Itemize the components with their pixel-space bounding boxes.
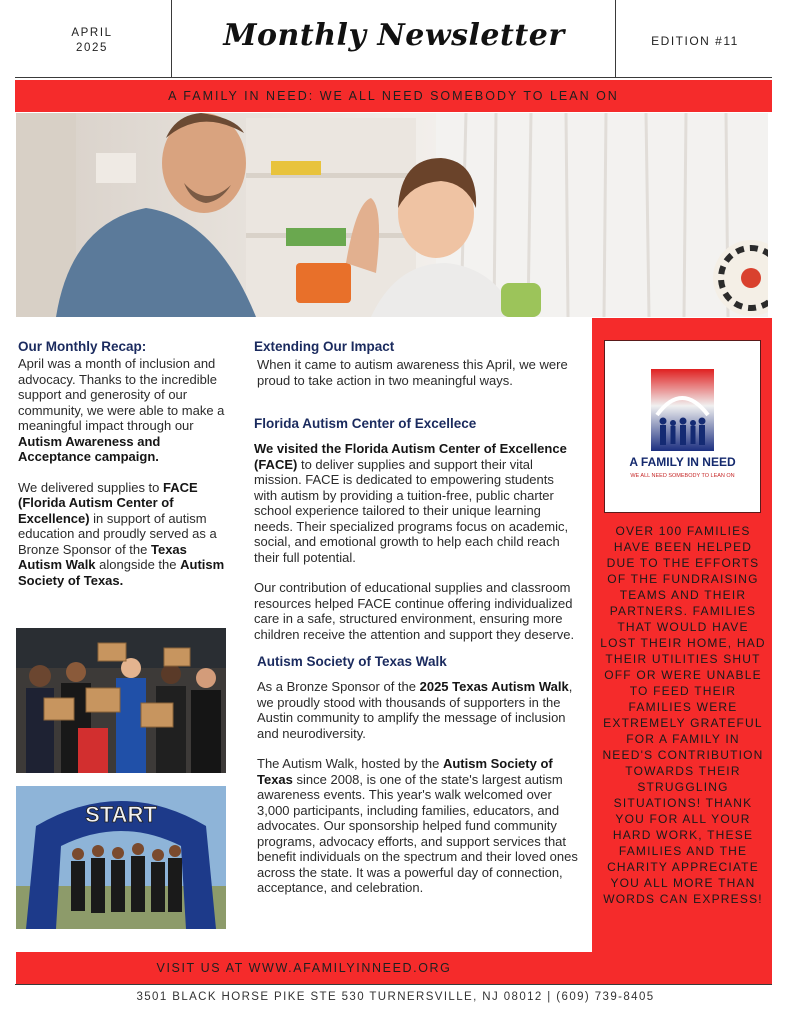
texas-paragraph-1 [254,679,579,741]
texas-heading: Autism Society of Texas Walk [257,654,447,669]
recap-section [18,339,233,588]
florida-p1-bold: We visited the Florida Autism Center of Excellence (FACE) [254,441,567,472]
recap-p2-text-c: in support of autism education and proudly served as a Bronze Sponsor of the [18,510,217,557]
recap-p2-text-a: We delivered supplies to [18,479,164,495]
recap-paragraph-2 [18,480,233,589]
recap-p2-face: FACE (Florida Autism Center of Excellence) [18,479,198,526]
main-column [254,339,579,896]
edition-number: EDITION #11 [651,34,739,48]
recap-p2-text-e: alongside the [95,557,181,572]
florida-paragraph-2: Our contribution of educational supplies and classroom resources helped FACE continue offering individualized care in a safe, structured environment, ensuring more children receive the attention and support they deserve. [254,580,575,642]
start-sign: START [85,802,157,827]
website-banner[interactable]: VISIT US AT WWW.AFAMILYINNEED.ORG [16,952,592,984]
footer-rule [15,984,772,985]
texas-paragraph-2 [254,756,579,896]
sidebar-message: OVER 100 FAMILIES HAVE BEEN HELPED DUE TO THE EFFORTS OF THE FUNDRAISING TEAMS AND THEIR PARTNERS. FAMILIES THAT WOULD HAVE LOST THEIR HOME, HAD THEIR UTILITIES SHUT OFF OR WERE UNABLE TO FEED THEIR FAMILIES WERE EXTREMELY GRATEFUL FOR A FAMILY IN NEED'S CONTRIBUTION TOWARDS THEIR STRUGGLING SITUATIONS! THANK YOU FOR ALL YOUR HARD WORK, THESE FAMILIES AND THE CHARITY APPRECIATE YOU ALL MORE THAN WORDS CAN EXPRESS! [600,524,766,906]
texas-p2-text-a: The Autism Walk, hosted by the [257,756,443,771]
walk-start-photo-illustration [16,786,226,929]
recap-paragraph-1 [18,356,233,465]
texas-p1-text-c: , we proudly stood with thousands of supporters in the Austin community to amplify the message of inclusion and neurodiversity. [257,679,573,741]
issue-year: 2025 [76,42,108,54]
florida-heading: Florida Autism Center of Excellece [254,416,477,431]
newsletter-title: Monthly Newsletter [223,18,565,53]
texas-p1-bold: 2025 Texas Autism Walk [419,679,569,694]
recap-p2-walk: Texas Autism Walk [18,541,187,572]
texas-p1-text-a: As a Bronze Sponsor of the [257,679,420,694]
header-bottom-rule [15,77,772,78]
walk-start-photo [16,786,226,929]
impact-heading: Extending Our Impact [254,339,395,354]
recap-p1-bold: Autism Awareness and Acceptance campaign. [18,433,161,464]
recap-heading: Our Monthly Recap: [18,339,147,354]
florida-p1-text: to deliver supplies and support their vital mission. FACE is dedicated to empowering students with autism by providing a tuition-free, public charter school experience tailored to their unique learning needs. Their specialized programs focus on academic, social, and emotional growth to help each child reach their full potential. [254,456,569,565]
hero-photo-illustration [16,113,768,317]
hero-photo [16,113,768,317]
volunteers-photo [16,628,226,773]
recap-p2-society: Autism Society of Texas. [18,557,225,588]
issue-month: APRIL [71,27,113,39]
texas-p2-bold: Autism Society of Texas [257,756,553,787]
volunteers-photo-illustration [16,628,226,773]
contact-address: 3501 BLACK HORSE PIKE STE 530 TURNERSVILLE, NJ 08012 | (609) 739-8405 [136,991,655,1003]
recap-p1-text: April was a month of inclusion and advocacy. Thanks to the incredible support and generosity of our community, we were able to make a meaningful impact through our [18,356,225,433]
texas-p2-text-c: since 2008, is one of the state's largest autism awareness events. This year's walk welcomed over 3,000 participants, including families, educators, and advocates. Our sponsorship helped fund community programs, advocacy efforts, and support services that benefit individuals on the spectrum and their loved ones across the state. It was a powerful day of connection, acceptance, and celebration. [257,771,578,895]
impact-paragraph: When it came to autism awareness this April, we were proud to take action in two meaningful ways. [257,357,568,388]
issue-date [48,26,136,56]
charity-logo [604,340,761,513]
tagline-banner: A FAMILY IN NEED: WE ALL NEED SOMEBODY TO LEAN ON [15,80,772,112]
florida-paragraph-1 [254,441,579,565]
logo-name: A FAMILY IN NEED [629,455,736,469]
logo-tagline: WE ALL NEED SOMEBODY TO LEAN ON [630,473,735,479]
family-logo-icon [605,341,760,512]
